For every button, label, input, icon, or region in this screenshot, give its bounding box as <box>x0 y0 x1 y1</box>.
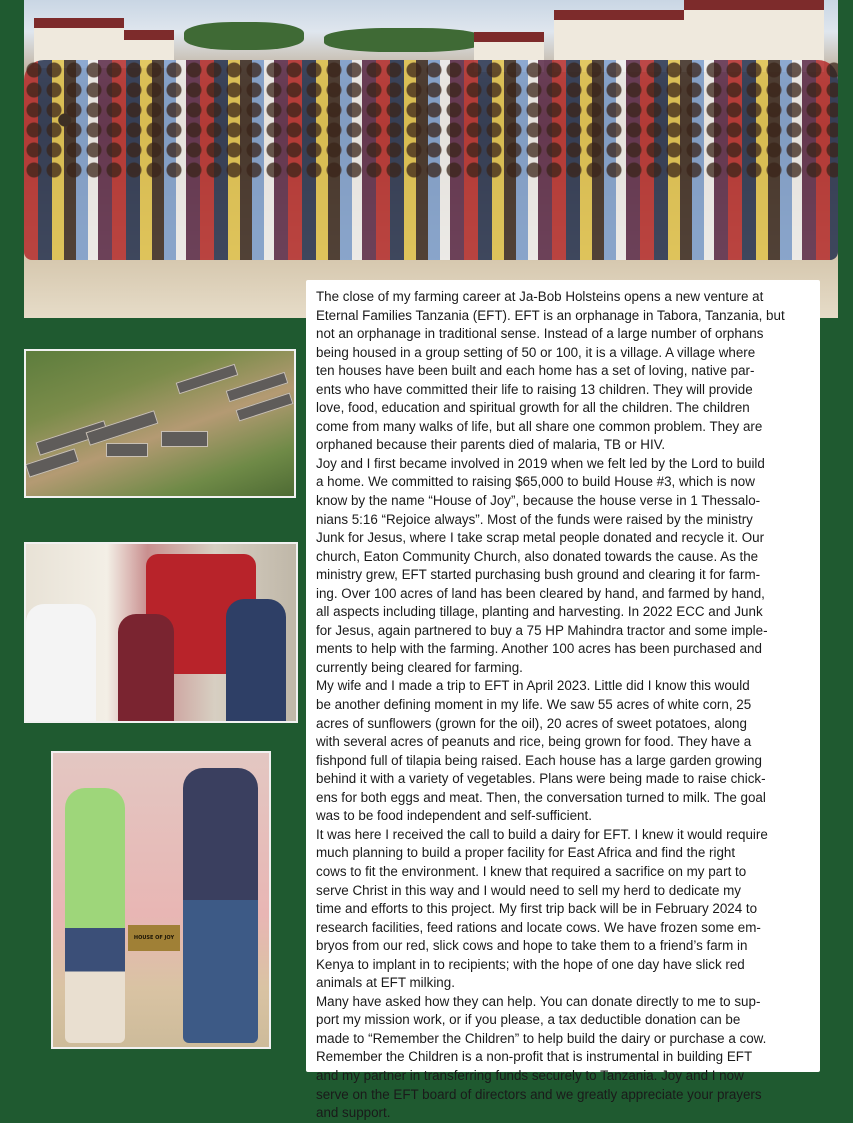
aerial-roof <box>106 443 148 457</box>
person-blue-shirt <box>226 599 286 723</box>
article-line: a home. We committed to raising $65,000 to build House #3, which is now <box>316 474 755 490</box>
group-photo-children <box>24 0 838 318</box>
article-line: cows to fit the environment. I knew that required a sacrifice on my part to <box>316 863 747 879</box>
article-line: fishpond full of tilapia being raised. Each house has a large garden growing <box>316 752 762 768</box>
article-line: serve Christ in this way and I would need to sell my herd to dedicate my <box>316 882 741 898</box>
article-line: church, Eaton Community Church, also donated towards the cause. As the <box>316 548 759 564</box>
trees <box>324 28 484 52</box>
article-line: and support. <box>316 1105 391 1121</box>
aerial-village-photo <box>24 349 296 498</box>
woman-green-shirt <box>65 788 125 1043</box>
article-line: The close of my farming career at Ja-Bob Holsteins opens a new venture at <box>316 289 764 304</box>
aerial-roof <box>25 448 79 477</box>
article-line: animals at EFT milking. <box>316 975 455 991</box>
crowd-heads <box>24 60 838 180</box>
article-line: acres of sunflowers (grown for the oil), 20 acres of sweet potatoes, along <box>316 715 747 731</box>
article-line: research facilities, feed rations and locate cows. We have frozen some em- <box>316 919 761 935</box>
aerial-roof <box>161 431 208 447</box>
article-text-panel <box>306 280 820 1121</box>
article-line: Kenya to implant in to recipients; with the hope of one day have slick red <box>316 956 745 972</box>
tractor-photo <box>24 542 298 723</box>
article-line: ing. Over 100 acres of land has been cleared by hand, and farmed by hand, <box>316 585 765 601</box>
person-maroon-shirt <box>118 614 174 723</box>
article-line: My wife and I made a trip to EFT in April 2023. Little did I know this would <box>316 678 750 694</box>
article-line: Many have asked how they can help. You can donate directly to me to sup- <box>316 993 761 1009</box>
aerial-roof <box>86 410 159 446</box>
article-line: nians 5:16 “Rejoice always”. Most of the funds were raised by the ministry <box>316 511 753 527</box>
man-cross-shirt <box>183 768 258 1043</box>
article-line: port my mission work, or if you please, a tax deductible donation can be <box>316 1012 741 1028</box>
article-line: being housed in a group setting of 50 or 100, it is a village. A village where <box>316 344 756 360</box>
trees <box>184 22 304 50</box>
article-line: made to “Remember the Children” to help build the dairy or purchase a cow. <box>316 1030 767 1046</box>
article-line: ens for both eggs and meat. Then, the conversation turned to milk. The goal <box>316 789 766 805</box>
article-line: with several acres of peanuts and rice, being grown for food. They have a <box>316 734 752 750</box>
article-line: bryos from our red, slick cows and hope to take them to a friend’s farm in <box>316 938 748 954</box>
article-line: It was here I received the call to build a dairy for EFT. I knew it would require <box>316 826 768 842</box>
couple-house-of-joy-photo <box>51 751 271 1049</box>
article-line: currently being cleared for farming. <box>316 659 523 675</box>
article-line: know by the name “House of Joy”, because the house verse in 1 Thessalo- <box>316 493 761 509</box>
article-line: and my partner in transferring funds securely to Tanzania. Joy and I now <box>316 1067 744 1083</box>
article-line: ents who have committed their life to raising 13 children. They will provide <box>316 381 753 397</box>
article-line: orphaned because their parents died of malaria, TB or HIV. <box>316 437 666 453</box>
article-line: love, food, education and spiritual growth for all the children. The children <box>316 400 750 416</box>
article-line: ments to help with the farming. Another 100 acres has been purchased and <box>316 641 762 657</box>
article-line: Remember the Children is a non-profit that is instrumental in building EFT <box>316 1049 753 1065</box>
house-of-joy-plaque: HOUSE OF JOY <box>128 925 180 951</box>
article-line: time and efforts to this project. My first trip back will be in February 2024 to <box>316 901 758 917</box>
article-line: much planning to build a proper facility for East Africa and find the right <box>316 845 736 861</box>
article-line: not an orphanage in traditional sense. Instead of a large number of orphans <box>316 326 764 342</box>
article-line: was to be food independent and self-sufficient. <box>316 808 592 824</box>
article-line: serve on the EFT board of directors and we greatly appreciate your prayers <box>316 1086 762 1102</box>
article-line: Junk for Jesus, where I take scrap metal people donated and recycle it. Our <box>316 530 765 546</box>
person-white-shirt <box>26 604 96 723</box>
article-line: ministry grew, EFT started purchasing bush ground and clearing it for farm- <box>316 567 761 583</box>
article-line: Eternal Families Tanzania (EFT). EFT is an orphanage in Tabora, Tanzania, but <box>316 307 785 323</box>
article-line: come from many walks of life, but all share one common problem. They are <box>316 418 763 434</box>
article-line: for Jesus, again partnered to buy a 75 HP Mahindra tractor and some imple- <box>316 622 768 638</box>
article-line: ten houses have been built and each home has a set of loving, native par- <box>316 363 755 379</box>
article-line: behind it with a variety of vegetables. Plans were being made to raise chick- <box>316 771 766 787</box>
article-line: all aspects including tillage, planting and harvesting. In 2022 ECC and Junk <box>316 604 763 620</box>
article-line: be another defining moment in my life. We saw 55 acres of white corn, 25 <box>316 697 752 713</box>
article-line: Joy and I first became involved in 2019 when we felt led by the Lord to build <box>316 455 765 471</box>
